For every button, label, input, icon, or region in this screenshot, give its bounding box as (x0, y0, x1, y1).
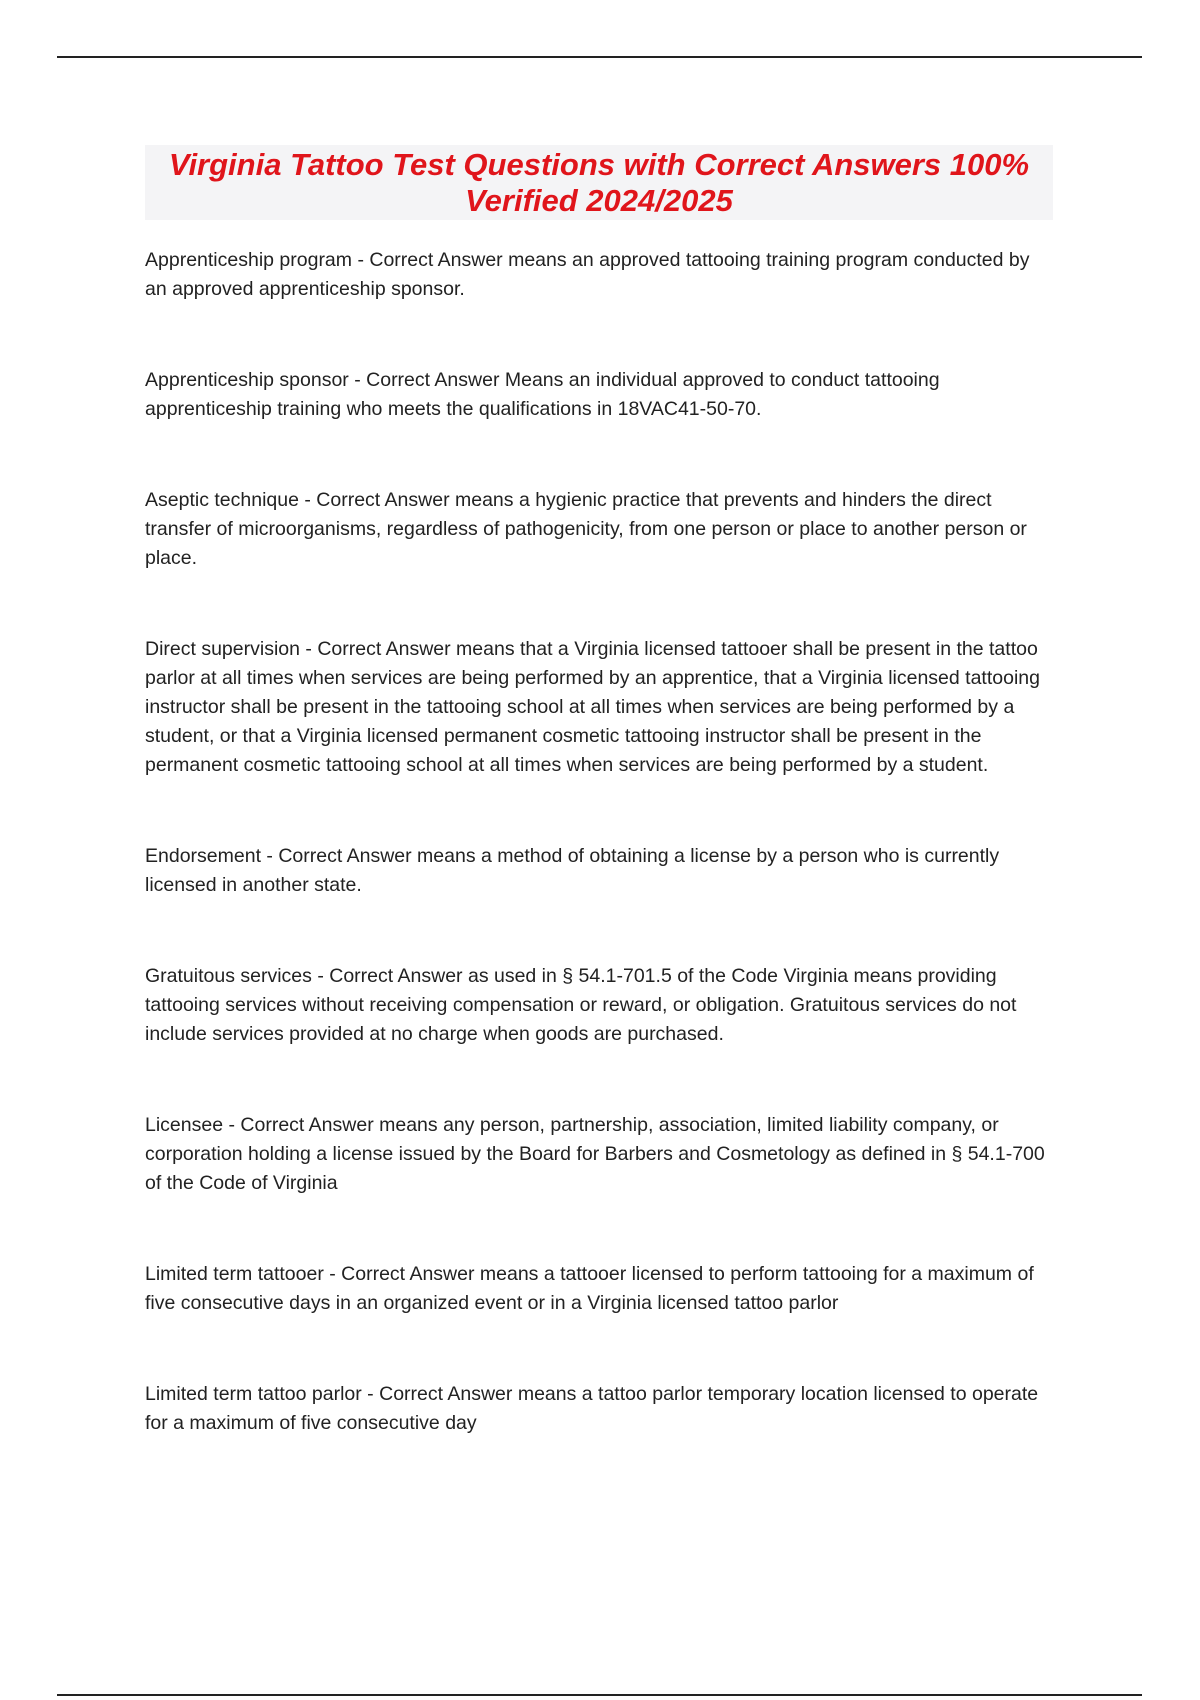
entry-answer-label: Correct Answer (341, 1263, 475, 1285)
entry-answer-label: Correct Answer (369, 249, 503, 271)
page-header-rule (57, 56, 1142, 58)
document-title: Virginia Tattoo Test Questions with Correct Answers 100% Verified 2024/2025 (168, 147, 1030, 218)
entry-term: Licensee - (145, 1114, 240, 1136)
entry-definition: means any person, partnership, association, limited liability company, or corporation holding a license issued by the Board for Barbers and Cosmetology as defined in § 54.1-700 of the Code of Virginia (145, 1114, 1045, 1194)
entry-term: Apprenticeship sponsor - (145, 369, 366, 391)
entry-definition: means an approved tattooing training program conducted by an approved apprenticeship sponsor. (145, 249, 1030, 300)
entry-answer-label: Correct Answer (278, 845, 412, 867)
entry-definition: Means an individual approved to conduct tattooing apprenticeship training who meets the qualifications in 18VAC41-50-70. (145, 369, 940, 420)
entry-definition: means a method of obtaining a license by a person who is currently licensed in another state. (145, 845, 1000, 896)
entry-definition: means a hygienic practice that prevents and hinders the direct transfer of microorganisms, regardless of pathogenicity, from one person or place to another person or place. (145, 489, 1027, 569)
entry-answer-label: Correct Answer (379, 1383, 513, 1405)
definition-entry (145, 1260, 1055, 1318)
entry-answer-label: Correct Answer (366, 369, 500, 391)
definitions-list (145, 246, 1055, 1500)
definition-entry (145, 246, 1055, 304)
definition-entry (145, 1111, 1055, 1198)
definition-entry (145, 635, 1055, 780)
entry-answer-label: Correct Answer (317, 638, 451, 660)
entry-answer-label: Correct Answer (329, 965, 463, 987)
definition-entry (145, 366, 1055, 424)
entry-term: Gratuitous services - (145, 965, 329, 987)
definition-entry (145, 486, 1055, 573)
entry-definition: means a tattooer licensed to perform tattooing for a maximum of five consecutive days in an organized event or in a Virginia licensed tattoo parlor (145, 1263, 1034, 1314)
definition-entry (145, 1380, 1055, 1438)
title-banner (145, 145, 1053, 220)
entry-answer-label: Correct Answer (316, 489, 450, 511)
entry-term: Limited term tattooer - (145, 1263, 341, 1285)
entry-answer-label: Correct Answer (240, 1114, 374, 1136)
definition-entry (145, 962, 1055, 1049)
entry-term: Endorsement - (145, 845, 278, 867)
entry-term: Direct supervision - (145, 638, 317, 660)
definition-entry (145, 842, 1055, 900)
entry-definition: means a tattoo parlor temporary location licensed to operate for a maximum of five consecutive day (145, 1383, 1039, 1434)
entry-term: Limited term tattoo parlor - (145, 1383, 379, 1405)
entry-term: Aseptic technique - (145, 489, 316, 511)
entry-term: Apprenticeship program - (145, 249, 369, 271)
entry-definition: means that a Virginia licensed tattooer shall be present in the tattoo parlor at all times when services are being performed by an apprentice, that a Virginia licensed tattooing instructor shall be present in the tattooing school at all times when services are being performed by a student, or that a Virginia licensed permanent cosmetic tattooing instructor shall be present in the permanent cosmetic tattooing school at all times when services are being performed by a student. (145, 638, 1040, 776)
entry-definition: as used in § 54.1-701.5 of the Code Virginia means providing tattooing services without receiving compensation or reward, or obligation. Gratuitous services do not include services provided at no charge when goods are purchased. (145, 965, 1017, 1045)
page-footer-rule (57, 1694, 1142, 1696)
